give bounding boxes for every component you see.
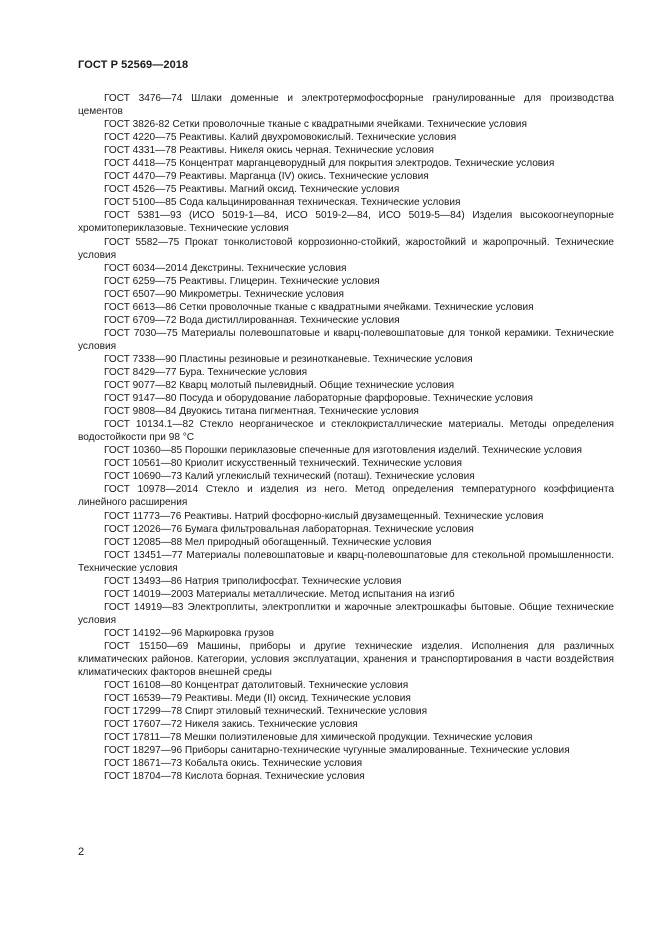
reference-entry: ГОСТ 14192—96 Маркировка грузов: [104, 627, 275, 639]
reference-entry: ГОСТ 16539—79 Реактивы. Меди (II) оксид. Технические условия: [104, 693, 411, 705]
reference-entry: ГОСТ 8429—77 Бура. Технические условия: [104, 366, 308, 378]
reference-entry: ГОСТ 6259—75 Реактивы. Глицерин. Технические условия: [104, 275, 380, 287]
reference-entry: ГОСТ 16108—80 Концентрат датолитовый. Технические условия: [104, 680, 409, 692]
reference-entry: ГОСТ 14919—83 Электроплиты, электроплитки и жарочные электрошкафы бытовые. Общие технические условия: [78, 601, 614, 626]
reference-entry: ГОСТ 12026—76 Бумага фильтровальная лабораторная. Технические условия: [104, 523, 474, 535]
reference-entry: ГОСТ 10690—73 Калий углекислый технический (поташ). Технические условия: [104, 471, 475, 483]
reference-entry: ГОСТ 18704—78 Кислота борная. Технические условия: [104, 771, 365, 783]
reference-entry: ГОСТ 4418—75 Концентрат марганцеворудный для покрытия электродов. Технические условия: [104, 158, 555, 170]
reference-entry: ГОСТ 10978—2014 Стекло и изделия из него. Метод определения температурного коэффициента линейного расширения: [78, 484, 614, 509]
reference-entry: ГОСТ 6507—90 Микрометры. Технические условия: [104, 288, 344, 300]
reference-entry: ГОСТ 5381—93 (ИСО 5019-1—84, ИСО 5019-2—84, ИСО 5019-5—84) Изделия высокоогнеупорные хромитопериклазовые. Технические условия: [78, 210, 614, 235]
reference-entry: ГОСТ 3826-82 Сетки проволочные тканые с квадратными ячейками. Технические условия: [104, 119, 527, 131]
page-number: 2: [78, 846, 85, 858]
reference-entry: ГОСТ 7338—90 Пластины резиновые и резинотканевые. Технические условия: [104, 353, 473, 365]
reference-entry: ГОСТ 10360—85 Порошки периклазовые спеченные для изготовления изделий. Технические условия: [104, 445, 582, 457]
reference-entry: ГОСТ 5100—85 Сода кальцинированная техническая. Технические условия: [104, 197, 461, 209]
reference-entry: ГОСТ 12085—88 Мел природный обогащенный. Технические условия: [104, 536, 432, 548]
reference-entry: ГОСТ 17607—72 Никеля закись. Технические условия: [104, 719, 358, 731]
reference-entry: ГОСТ 9808—84 Двуокись титана пигментная. Технические условия: [104, 406, 419, 418]
reference-entry: ГОСТ 13451—77 Материалы полевошпатовые и кварц-полевошпатовые для стекольной промышленности. Технические условия: [78, 549, 614, 574]
reference-entry: ГОСТ 18671—73 Кобальта окись. Технические условия: [104, 758, 363, 770]
reference-entry: ГОСТ 14019—2003 Материалы металлические. Метод испытания на изгиб: [104, 588, 455, 600]
document-header: ГОСТ Р 52569—2018: [78, 59, 189, 71]
reference-entry: ГОСТ 13493—86 Натрия триполифосфат. Технические условия: [104, 575, 402, 587]
reference-entry: ГОСТ 15150—69 Машины, приборы и другие технические изделия. Исполнения для различных климатических районов. Категории, условия эксплуатации, хранения и транспортирования в части воздействия климатических факторов внешней среды: [78, 640, 614, 679]
reference-entry: ГОСТ 4331—78 Реактивы. Никеля окись черная. Технические условия: [104, 145, 434, 157]
reference-entry: ГОСТ 9077—82 Кварц молотый пылевидный. Общие технические условия: [104, 380, 455, 392]
reference-entry: ГОСТ 6613—86 Сетки проволочные тканые с квадратными ячейками. Технические условия: [104, 301, 534, 313]
reference-entry: ГОСТ 10561—80 Криолит искусственный технический. Технические условия: [104, 458, 463, 470]
reference-entry: ГОСТ 17811—78 Мешки полиэтиленовые для химической продукции. Технические условия: [104, 732, 533, 744]
reference-entry: ГОСТ 3476—74 Шлаки доменные и электротермофосфорные гранулированные для производства цементов: [78, 93, 614, 118]
reference-entry: ГОСТ 11773—76 Реактивы. Натрий фосфорно-кислый двузамещенный. Технические условия: [104, 510, 544, 522]
reference-entry: ГОСТ 4220—75 Реактивы. Калий двухромовокислый. Технические условия: [104, 132, 457, 144]
reference-entry: ГОСТ 6709—72 Вода дистиллированная. Технические условия: [104, 314, 400, 326]
reference-entry: ГОСТ 4470—79 Реактивы. Марганца (IV) окись. Технические условия: [104, 171, 429, 183]
reference-entry: ГОСТ 6034—2014 Декстрины. Технические условия: [104, 262, 347, 274]
reference-entry: ГОСТ 10134.1—82 Стекло неорганическое и стеклокристаллические материалы. Методы определения водостойкости при 98 °C: [78, 419, 614, 444]
reference-entry: ГОСТ 17299—78 Спирт этиловый технический. Технические условия: [104, 706, 428, 718]
reference-entry: ГОСТ 4526—75 Реактивы. Магний оксид. Технические условия: [104, 184, 400, 196]
normative-references-list: [78, 92, 614, 783]
reference-entry: ГОСТ 7030—75 Материалы полевошпатовые и кварц-полевошпатовые для тонкой керамики. Технические условия: [78, 327, 614, 352]
reference-entry: ГОСТ 18297—96 Приборы санитарно-технические чугунные эмалированные. Технические условия: [104, 745, 570, 757]
reference-entry: ГОСТ 9147—80 Посуда и оборудование лабораторные фарфоровые. Технические условия: [104, 393, 533, 405]
reference-entry: ГОСТ 5582—75 Прокат тонколистовой коррозионно-стойкий, жаростойкий и жаропрочный. Технические условия: [78, 236, 614, 261]
